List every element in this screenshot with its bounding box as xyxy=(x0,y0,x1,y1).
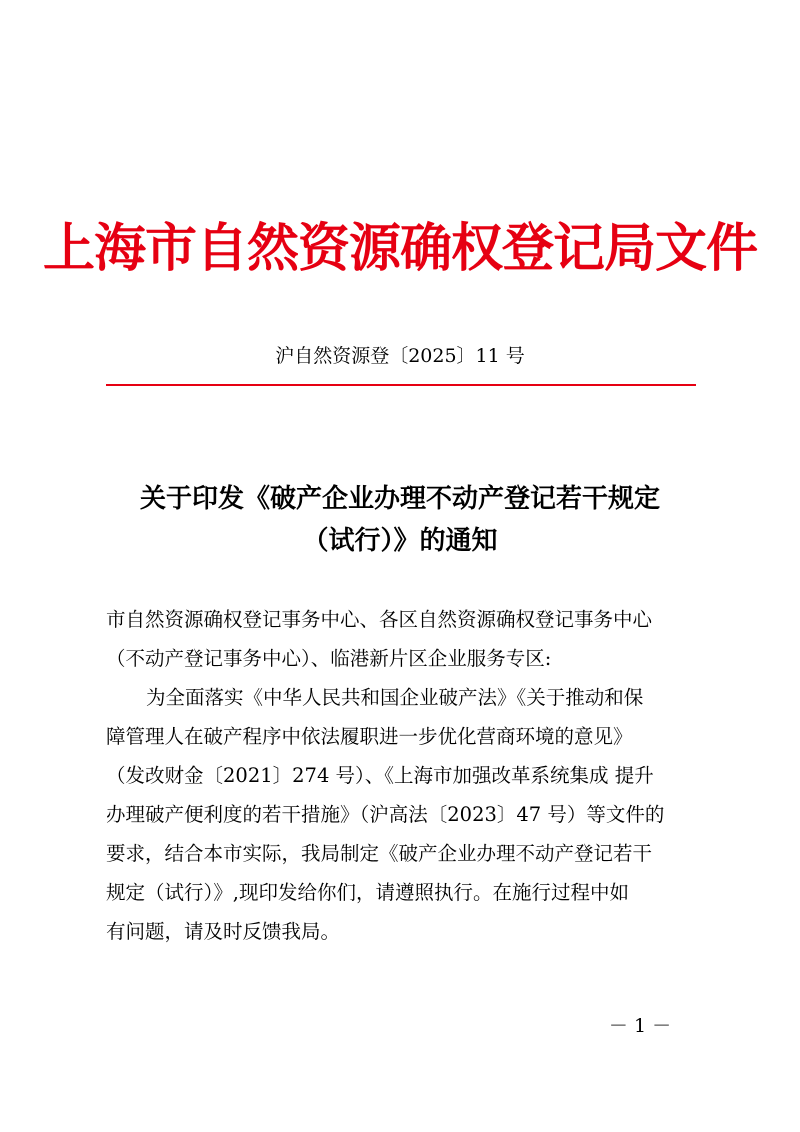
notice-title xyxy=(100,478,700,562)
document-number: 沪自然资源登〔2025〕11 号 xyxy=(275,345,525,367)
red-divider-line xyxy=(106,384,696,386)
notice-title-line-2: （试行）》的通知 xyxy=(302,526,498,556)
paragraph-line-4: 办理破产便利度的若干措施》（沪高法〔2023〕47 号）等文件的 xyxy=(106,803,665,826)
page-number: － 1 － xyxy=(608,1015,672,1037)
masthead-title: 上海市自然资源确权登记局文件 xyxy=(42,218,757,279)
recipients-line-1: 市自然资源确权登记事务中心、各区自然资源确权登记事务中心 xyxy=(106,608,653,631)
paragraph-line-1: 为全面落实《中华人民共和国企业破产法》《关于推动和保 xyxy=(146,686,644,709)
paragraph-line-6: 规定（试行）》,现印发给你们，请遵照执行。在施行过程中如 xyxy=(106,881,629,904)
paragraph-line-5: 要求，结合本市实际，我局制定《破产企业办理不动产登记若干 xyxy=(106,842,653,865)
notice-title-line-1: 关于印发《破产企业办理不动产登记若干规定 xyxy=(139,484,660,514)
paragraph-line-7: 有问题，请及时反馈我局。 xyxy=(106,920,341,943)
paragraph-line-3: （发改财金〔2021〕274 号）、《上海市加强改革系统集成 提升 xyxy=(106,764,654,787)
paragraph-line-2: 障管理人在破产程序中依法履职进一步优化营商环境的意见》 xyxy=(106,725,633,748)
notice-body xyxy=(106,600,698,951)
recipients-line-2: （不动产登记事务中心）、临港新片区企业服务专区: xyxy=(106,647,552,670)
